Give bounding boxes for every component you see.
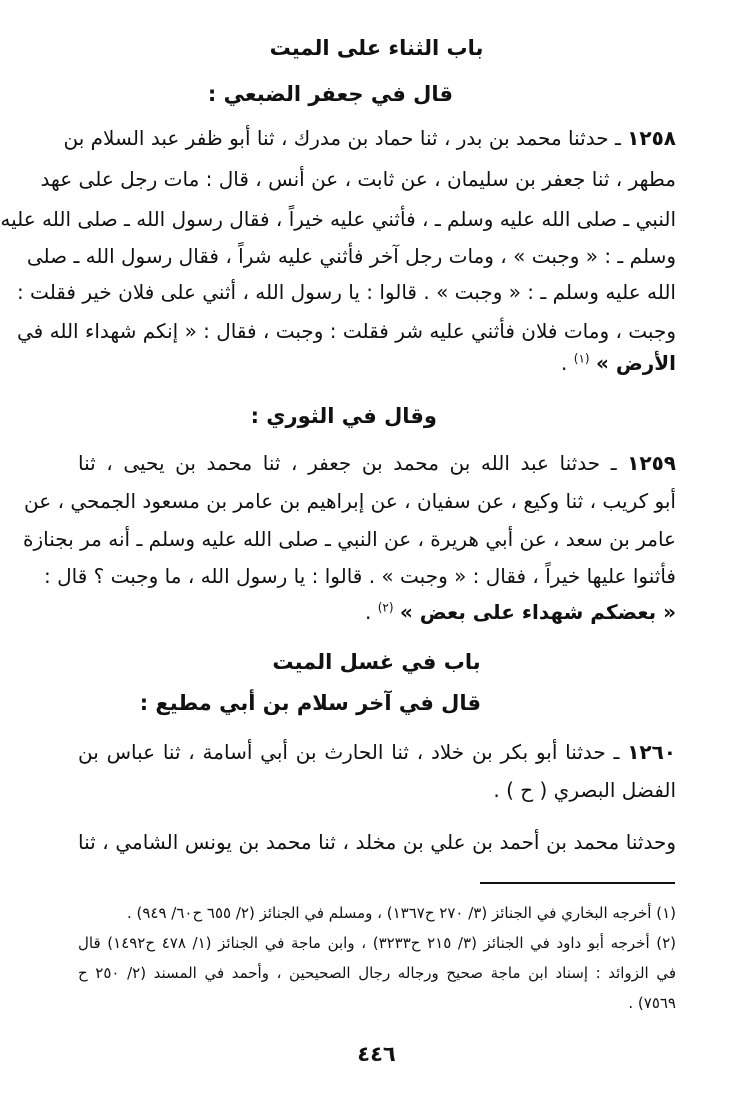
hadith-line: مطهر ، ثنا جعفر بن سليمان ، عن ثابت ، عن أنس ، قال : مات رجل على عهد	[40, 167, 676, 191]
page-number: ٤٤٦	[357, 1042, 396, 1066]
hadith-last-line: « بعضكم شهداء على بعض » $^{(٢)}$ .	[364, 600, 676, 624]
hadith-number: ١٢٦٠	[627, 740, 677, 764]
continuation-line: وحدثنا محمد بن أحمد بن علي بن مخلد ، ثنا محمد بن يونس الشامي ، ثنا	[78, 830, 676, 854]
hadith-number: ١٢٥٨	[627, 126, 676, 150]
hadith-last-line: الأرض » $^{(١)}$ .	[561, 351, 676, 375]
footnote: (١) أخرجه البخاري في الجنائز (٣/ ٢٧٠ ح١٣٦٧) ، ومسلم في الجنائز (٢/ ٦٥٥ ح٦٠/ ٩٤٩) .	[126, 904, 676, 922]
hadith-text: ـ حدثنا محمد بن بدر ، ثنا حماد بن مدرك ، ثنا أبو ظفر عبد السلام بن	[63, 126, 621, 150]
footnote-ref: (٢)	[377, 600, 394, 615]
section-subheading: قال في جعفر الضبعي :	[207, 82, 453, 106]
hadith-text: « بعضكم شهداء على بعض »	[399, 600, 676, 624]
hadith-line: فأثنوا عليها خيراً ، فقال : « وجبت » . قالوا : يا رسول الله ، ما وجبت ؟ قال :	[43, 564, 676, 588]
footnote-continuation: في الزوائد : إسناد ابن ماجة صحيح ورجاله رجال الصحيحين ، وأحمد في المسند (٢/ ٢٥٠ ح	[78, 964, 677, 982]
section-subheading: قال في آخر سلام بن أبي مطيع :	[139, 691, 481, 715]
footnote: (٢) أخرجه أبو داود في الجنائز (٣/ ٢١٥ ح٣٢٣٣) ، وابن ماجة في الجنائز (١/ ٤٧٨ ح١٤٩٢) قال	[78, 934, 677, 952]
hadith-line: النبي ـ صلى الله عليه وسلم ـ ، فأثني عليه خيراً ، فقال رسول الله ـ صلى الله عليه	[0, 207, 676, 231]
hadith-text: الأرض »	[595, 351, 676, 375]
chapter-heading: باب الثناء على الميت	[269, 36, 484, 60]
hadith-text: ـ حدثنا عبد الله بن محمد بن جعفر ، ثنا محمد بن يحيى ، ثنا	[78, 451, 617, 475]
hadith-line	[78, 736, 676, 768]
hadith-number: ١٢٥٩	[627, 451, 676, 475]
hadith-line: عامر بن سعد ، عن أبي هريرة ، عن النبي ـ صلى الله عليه وسلم ـ أنه مر بجنازة	[23, 527, 676, 551]
hadith-line: أبو كريب ، ثنا وكيع ، عن سفيان ، عن إبراهيم بن عامر بن مسعود الجمحي ، عن	[24, 489, 676, 513]
footnote-separator	[480, 882, 675, 884]
footnote-ref: (١)	[573, 351, 590, 366]
hadith-line: الله عليه وسلم ـ : « وجبت » . قالوا : يا رسول الله ، أثني على فلان خير فقلت :	[16, 280, 676, 304]
section-subheading: وقال في الثوري :	[250, 404, 437, 428]
footnote-continuation: ٧٥٦٩) .	[628, 994, 676, 1012]
hadith-line: وجبت ، ومات فلان فأثني عليه شر فقلت : وجبت ، فقال : « إنكم شهداء الله في	[17, 319, 676, 343]
hadith-last-line: الفضل البصري ( ح ) .	[493, 778, 676, 802]
chapter-heading: باب في غسل الميت	[272, 650, 481, 674]
hadith-line	[78, 447, 676, 479]
hadith-text: ـ حدثنا أبو بكر بن خلاد ، ثنا الحارث بن أبي أسامة ، ثنا عباس بن	[78, 740, 620, 764]
hadith-line	[63, 122, 676, 154]
hadith-line: وسلم ـ : « وجبت » ، ومات رجل آخر فأثني عليه شراً ، فقال رسول الله ـ صلى	[26, 244, 676, 268]
